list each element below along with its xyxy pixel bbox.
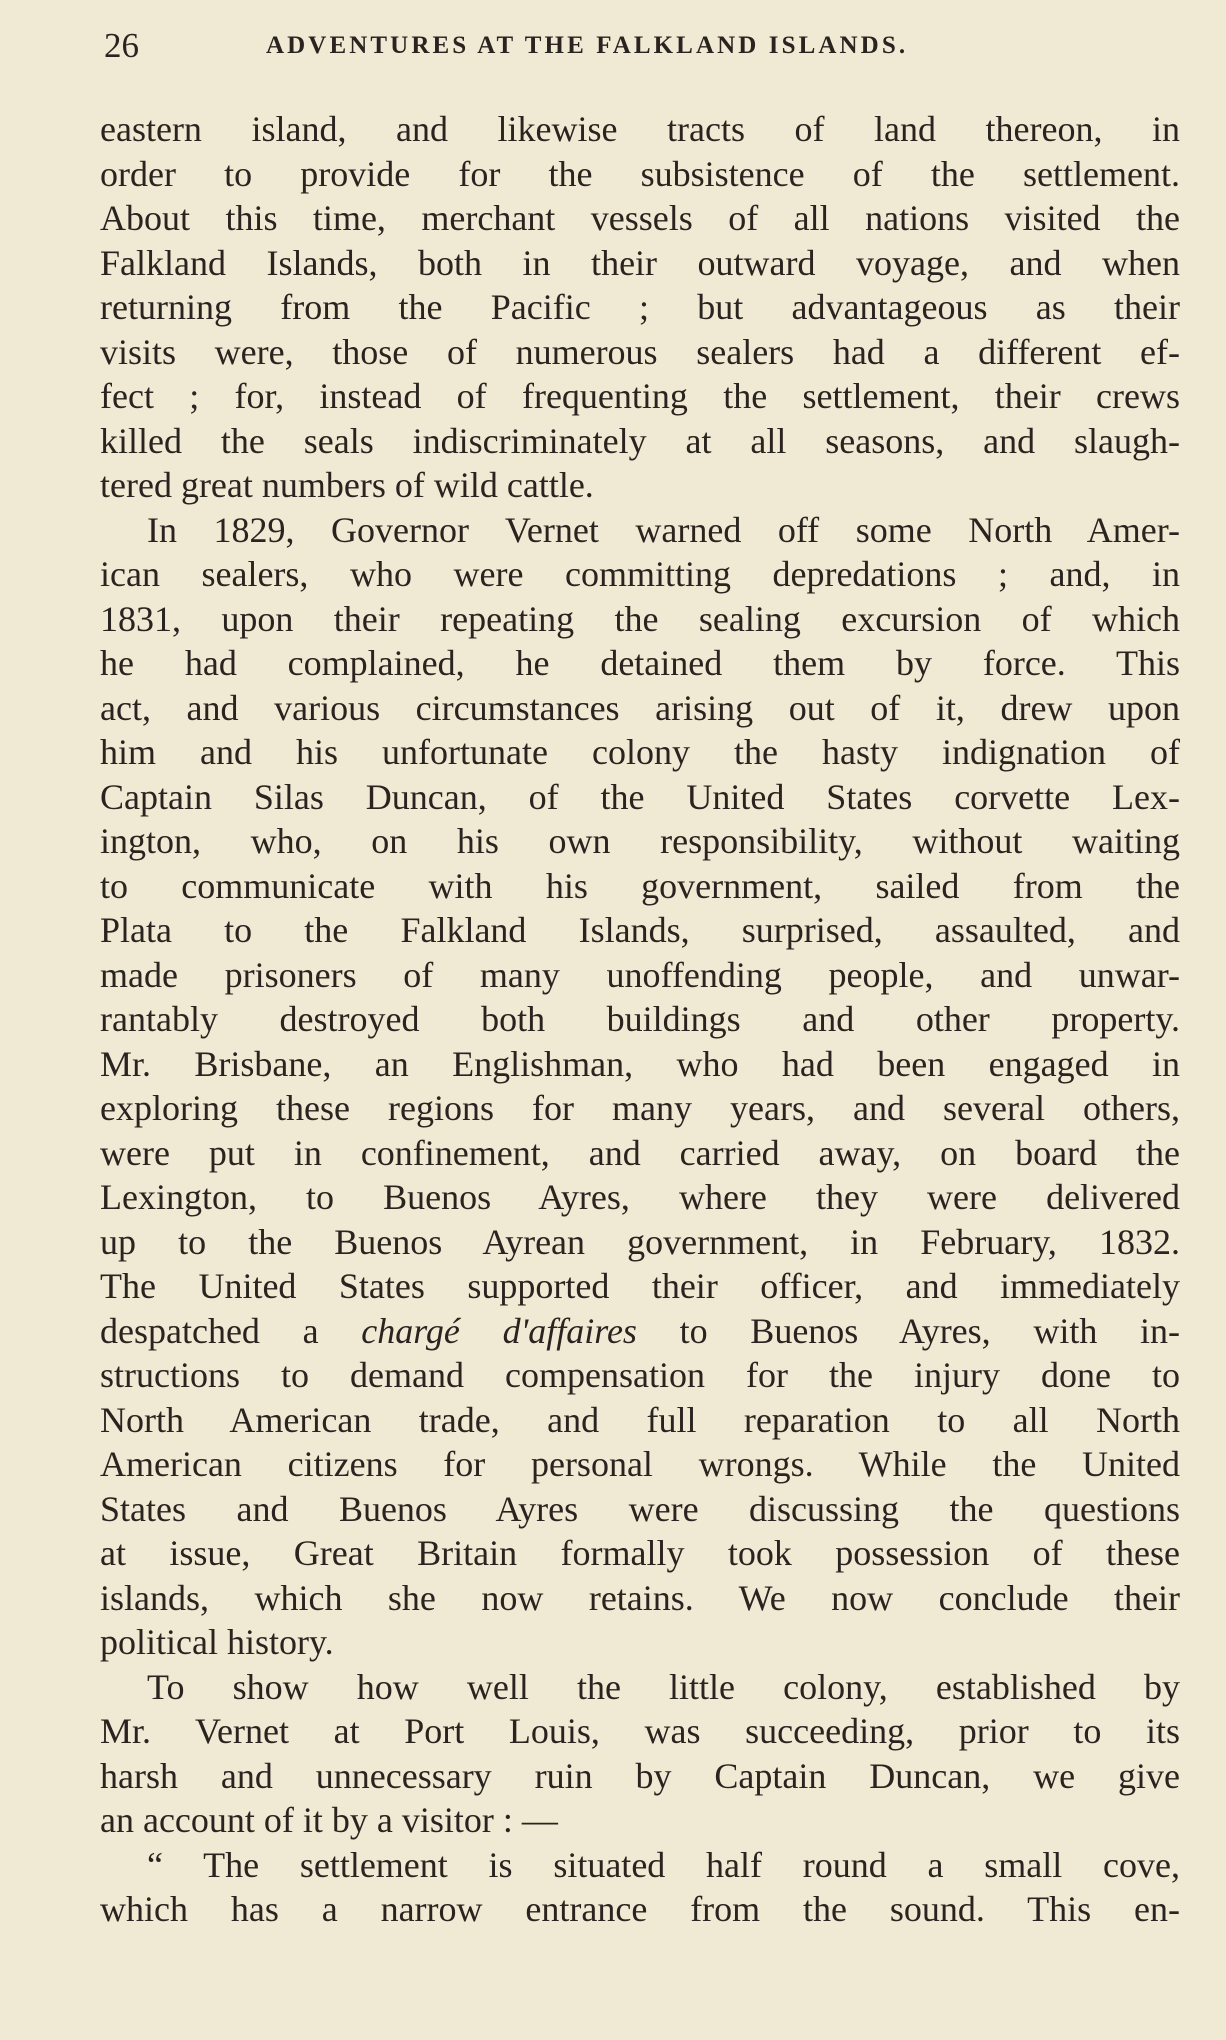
text-line: Mr. Brisbane, an Englishman, who had been engaged in (100, 1043, 1180, 1084)
text-line: structions to demand compensation for the injury done to (100, 1355, 1180, 1395)
text-line: to communicate with his government, sailed from the (100, 865, 1180, 906)
text-segment: despatched a (100, 1310, 362, 1351)
text-line: The United States supported their officer, and immediately (100, 1266, 1180, 1306)
text-line: at issue, Great Britain formally took possession of these (100, 1533, 1180, 1573)
paragraph-start-line: In 1829, Governor Vernet warned off some North Amer- (147, 509, 1180, 550)
text-line: made prisoners of many unoffending people, and unwar- (100, 954, 1180, 995)
text-line: exploring these regions for many years, and several others, (100, 1088, 1180, 1128)
text-line: Plata to the Falkland Islands, surprised, assaulted, and (100, 910, 1180, 950)
text-line: Mr. Vernet at Port Louis, was succeeding, prior to its (100, 1711, 1180, 1751)
text-line: returning from the Pacific ; but advantageous as their (100, 287, 1180, 327)
text-line: American citizens for personal wrongs. While the United (100, 1444, 1180, 1484)
text-line: tered great numbers of wild cattle. (100, 465, 594, 505)
text-line: About this time, merchant vessels of all nations visited the (100, 198, 1180, 238)
text-line: fect ; for, instead of frequenting the settlement, their crews (100, 376, 1180, 416)
text-line: Falkland Islands, both in their outward voyage, and when (100, 242, 1180, 283)
body-text (100, 107, 1180, 1932)
text-line: him and his unfortunate colony the hasty indignation of (100, 732, 1180, 772)
text-line: States and Buenos Ayres were discussing the questions (100, 1488, 1180, 1529)
text-line: an account of it by a visitor : — (100, 1800, 558, 1840)
running-header (104, 24, 1184, 68)
text-segment: to Buenos Ayres, with in- (636, 1310, 1181, 1351)
text-line: act, and various circumstances arising out of it, drew upon (100, 687, 1180, 728)
text-line: eastern island, and likewise tracts of land thereon, in (100, 109, 1180, 149)
text-line: North American trade, and full reparation to all North (100, 1399, 1180, 1440)
running-title: ADVENTURES AT THE FALKLAND ISLANDS. (266, 32, 909, 59)
text-line: Captain Silas Duncan, of the United States corvette Lex- (100, 776, 1180, 817)
text-line: rantably destroyed both buildings and other property. (100, 999, 1180, 1039)
paragraph-start-line: “ The settlement is situated half round a small cove, (147, 1844, 1180, 1885)
text-line-with-italic (100, 1309, 1180, 1354)
text-line: order to provide for the subsistence of the settlement. (100, 153, 1180, 194)
text-line: Lexington, to Buenos Ayres, where they were delivered (100, 1177, 1180, 1217)
text-line: political history. (100, 1622, 334, 1662)
paragraph-start-line: To show how well the little colony, established by (147, 1666, 1180, 1707)
text-line: he had complained, he detained them by force. This (100, 643, 1180, 683)
text-line: which has a narrow entrance from the sound. This en- (100, 1889, 1180, 1929)
text-line: up to the Buenos Ayrean government, in February, 1832. (100, 1221, 1180, 1262)
text-line: islands, which she now retains. We now conclude their (100, 1577, 1180, 1618)
text-line: ington, who, on his own responsibility, without waiting (100, 821, 1180, 861)
text-line: ican sealers, who were committing depredations ; and, in (100, 554, 1180, 594)
text-line: killed the seals indiscriminately at all seasons, and slaugh- (100, 420, 1180, 461)
text-line: 1831, upon their repeating the sealing excursion of which (100, 598, 1180, 639)
text-line: were put in confinement, and carried away, on board the (100, 1132, 1180, 1173)
italic-term: chargé d'affaires (361, 1310, 637, 1351)
text-line: harsh and unnecessary ruin by Captain Duncan, we give (100, 1755, 1180, 1796)
page-number: 26 (104, 26, 139, 65)
text-line: visits were, those of numerous sealers had a different ef- (100, 331, 1180, 372)
